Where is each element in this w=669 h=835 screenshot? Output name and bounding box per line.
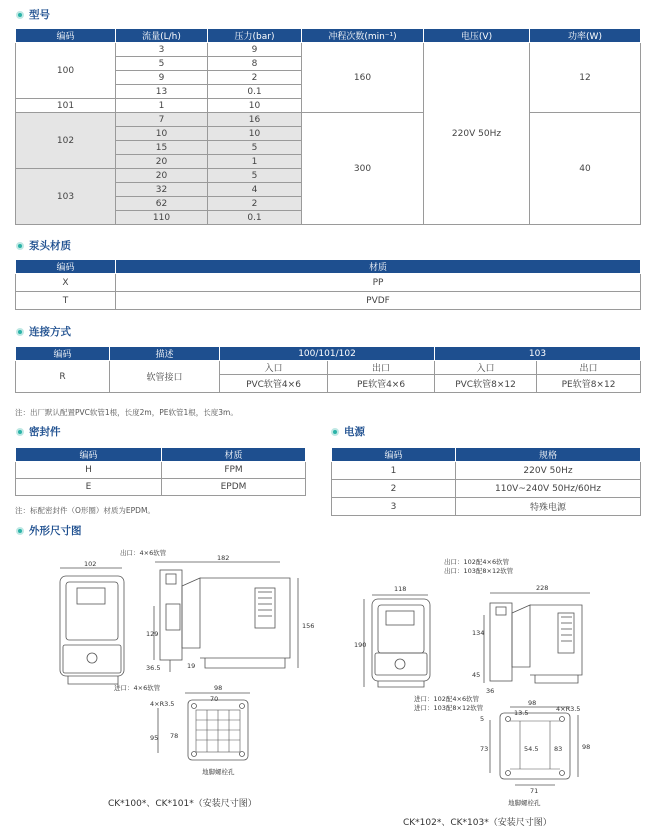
material-cell: PVDF [116,292,641,310]
col-power: 功率(W) [530,29,641,43]
col-material: 材质 [162,448,306,462]
spec-cell: 110V~240V 50Hz/60Hz [456,480,641,498]
col-103: 103 [435,347,641,361]
dim-228: 228 [536,584,549,592]
dim-5: 5 [480,715,485,723]
col-stroke: 冲程次数(min⁻¹) [302,29,424,43]
pressure-cell: 10 [208,127,302,141]
flow-cell: 13 [116,85,208,99]
flow-cell: 3 [116,43,208,57]
code-cell: E [16,479,162,496]
table-row [16,292,641,310]
pressure-cell: 2 [208,71,302,85]
dim-73: 73 [480,745,489,753]
section-title-seal: 密封件 [16,424,61,439]
connection-table [15,346,641,393]
dim-36-5: 36.5 [146,664,161,672]
sub-header-cell: 入口 [435,361,537,375]
dim-98: 98 [528,699,537,707]
code-cell: T [16,292,116,310]
dimension-drawing-102-103 [350,555,650,815]
code-cell: 100 [16,43,116,99]
col-code: 编码 [16,347,110,361]
connection-header [16,347,641,361]
pressure-cell: 8 [208,57,302,71]
hose-cell: PVC软管4×6 [220,375,328,393]
bullet-icon [16,11,24,19]
seal-note: 注：标配密封件（O形圈）材质为EPDM。 [15,506,155,515]
dim-129: 129 [146,630,159,638]
pressure-cell: 1 [208,155,302,169]
col-spec: 规格 [456,448,641,462]
col-100-101-102: 100/101/102 [220,347,435,361]
flow-cell: 9 [116,71,208,85]
stroke-cell: 160 [302,43,424,113]
col-material: 材质 [116,260,641,274]
outlet-label-2: 出口：103配8×12软管 [444,567,514,575]
material-cell: FPM [162,462,306,479]
hose-cell: PVC软管8×12 [435,375,537,393]
table-row [16,361,641,375]
bullet-icon [16,428,24,436]
code-cell: 2 [332,480,456,498]
pressure-cell: 0.1 [208,85,302,99]
col-code: 编码 [16,260,116,274]
flow-cell: 10 [116,127,208,141]
dim-78: 78 [170,732,179,740]
table-row [16,274,641,292]
dim-hole: 4×R3.5 [556,705,581,713]
section-title-head-material: 泵头材质 [16,238,71,253]
table-row [332,498,641,516]
dim-102: 102 [84,560,97,568]
pressure-cell: 16 [208,113,302,127]
dim-70: 70 [210,695,219,703]
stroke-cell: 300 [302,113,424,225]
pressure-cell: 5 [208,169,302,183]
pressure-cell: 10 [208,99,302,113]
col-code: 编码 [16,448,162,462]
hose-cell: PE软管4×6 [328,375,435,393]
bullet-icon [331,428,339,436]
dim-hole: 4×R3.5 [150,700,175,708]
inlet-label-1: 进口：102配4×6软管 [414,695,480,703]
code-cell: H [16,462,162,479]
power-table [331,447,641,516]
seal-table [15,447,306,496]
table-row [332,480,641,498]
table-row [16,113,641,127]
flow-cell: 5 [116,57,208,71]
col-voltage: 电压(V) [424,29,530,43]
power-cell: 40 [530,113,641,225]
dim-156: 156 [302,622,315,630]
pressure-cell: 9 [208,43,302,57]
sub-header-cell: 出口 [328,361,435,375]
spec-cell: 220V 50Hz [456,462,641,480]
caption-drawing-2: CK*102*、CK*103*（安装尺寸图） [403,818,552,828]
col-flow: 流量(L/h) [116,29,208,43]
code-cell: 1 [332,462,456,480]
desc-cell: 软管接口 [110,361,220,393]
dim-13-5: 13.5 [514,709,529,717]
dim-19: 19 [187,662,196,670]
seal-header [16,448,306,462]
inlet-label-2: 进口：103配8×12软管 [414,704,484,712]
pressure-cell: 4 [208,183,302,197]
spec-cell: 特殊电源 [456,498,641,516]
col-pressure: 压力(bar) [208,29,302,43]
code-cell: 103 [16,169,116,225]
material-cell: EPDM [162,479,306,496]
head-material-table [15,259,641,310]
flow-cell: 1 [116,99,208,113]
connection-note: 注：出厂默认配置PVC软管1根，长度2m，PE软管1根，长度3m。 [15,408,238,417]
sub-header-cell: 出口 [537,361,641,375]
model-table-header [16,29,641,43]
table-row [332,462,641,480]
section-title-connection: 连接方式 [16,324,71,339]
dimension-drawing-100-101 [40,548,320,798]
power-cell: 12 [530,43,641,113]
table-row [16,43,641,57]
col-code: 编码 [332,448,456,462]
bullet-icon [16,242,24,250]
hose-cell: PE软管8×12 [537,375,641,393]
col-desc: 描述 [110,347,220,361]
flow-cell: 7 [116,113,208,127]
table-row [16,462,306,479]
inlet-label: 进口：4×6软管 [114,684,161,692]
pressure-cell: 2 [208,197,302,211]
code-cell: 102 [16,113,116,169]
flow-cell: 32 [116,183,208,197]
outlet-label-1: 出口：102配4×6软管 [444,558,510,566]
dim-98-v: 98 [582,743,591,751]
caption-drawing-1: CK*100*、CK*101*（安装尺寸图） [108,799,257,809]
foot-bolt-label: 地脚螺栓孔 [202,768,235,776]
material-cell: PP [116,274,641,292]
code-cell: X [16,274,116,292]
model-table [15,28,641,225]
flow-cell: 62 [116,197,208,211]
pressure-cell: 0.1 [208,211,302,225]
dim-118: 118 [394,585,407,593]
dim-54-5: 54.5 [524,745,539,753]
power-header [332,448,641,462]
dim-190: 190 [354,641,367,649]
pressure-cell: 5 [208,141,302,155]
dim-83: 83 [554,745,563,753]
sub-header-cell: 入口 [220,361,328,375]
dim-36: 36 [486,687,495,695]
foot-bolt-label: 地脚螺栓孔 [508,799,541,807]
flow-cell: 15 [116,141,208,155]
outlet-label: 出口：4×6软管 [120,549,167,557]
voltage-cell: 220V 50Hz [424,43,530,225]
bullet-icon [16,328,24,336]
dim-182: 182 [217,554,230,562]
dim-134: 134 [472,629,485,637]
dim-71: 71 [530,787,539,795]
dim-95: 95 [150,734,159,742]
bullet-icon [16,527,24,535]
dim-45: 45 [472,671,481,679]
dim-98: 98 [214,684,223,692]
col-code: 编码 [16,29,116,43]
flow-cell: 110 [116,211,208,225]
head-material-header [16,260,641,274]
code-cell: 101 [16,99,116,113]
flow-cell: 20 [116,155,208,169]
section-title-dimensions: 外形尺寸图 [16,523,82,538]
code-cell: R [16,361,110,393]
code-cell: 3 [332,498,456,516]
section-title-model: 型号 [16,7,50,22]
table-row [16,479,306,496]
flow-cell: 20 [116,169,208,183]
section-title-power: 电源 [331,424,365,439]
